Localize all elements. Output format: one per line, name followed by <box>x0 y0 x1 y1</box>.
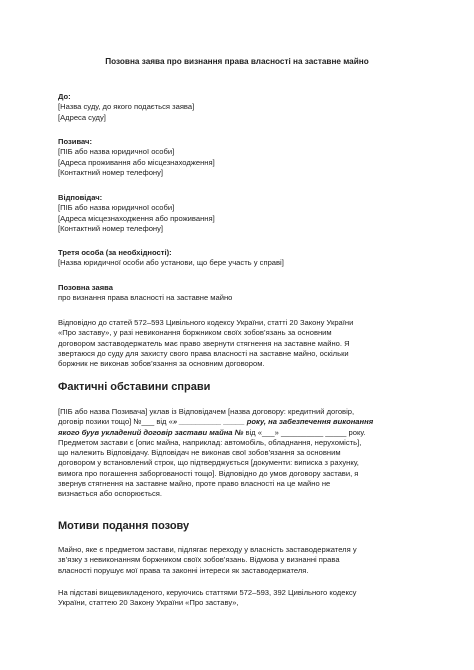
motives-line: Майно, яке є предметом застави, підлягає переходу у власність заставодержателя у <box>58 545 357 554</box>
intro-line: «Про заставу», у разі невиконання боржником своїх зобов’язань за основним <box>58 328 332 338</box>
plaintiff-phone: [Контактний номер телефону] <box>58 167 164 177</box>
motives-line: власності порушує мої права та законні інтереси як заставодержателя. <box>58 565 309 575</box>
facts-paragraph <box>58 407 418 500</box>
intro-line: звертаюся до суду для захисту свого права власності на заставне майно, оскільки <box>58 348 349 358</box>
facts-line: договором у встановлений строк, що підтверджується [документи: виписка з рахунку, <box>58 458 359 468</box>
facts-line: Предметом застави є [опис майна, наприклад: автомобіль, обладнання, нерухомість], <box>58 437 362 447</box>
motives-paragraph-1 <box>58 545 418 576</box>
intro-paragraph <box>58 318 418 369</box>
facts-emphasis: якого буув укладений договір застави майна № <box>58 427 244 437</box>
intro-line: договором заставодержатель має право звернути стягнення на заставне майно. Я <box>58 338 350 348</box>
claim-block <box>58 283 418 304</box>
third-party-name: [Назва юридичної особи або установи, що бере участь у справі] <box>58 258 284 268</box>
claim-subject: про визнання права власності на заставне майно <box>58 293 233 303</box>
plaintiff-block <box>58 137 418 178</box>
motives-line: України, статтею 20 Закону України «Про заставу», <box>58 598 239 608</box>
plaintiff-name: [ПІБ або назва юридичної особи] <box>58 147 175 157</box>
court-address: [Адреса суду] <box>58 112 106 122</box>
plaintiff-label: Позивач: <box>58 137 92 146</box>
defendant-phone: [Контактний номер телефону] <box>58 223 164 233</box>
third-party-label: Третя особа (за необхідності): <box>58 248 172 257</box>
intro-line: боржник не виконав зобов’язання за основним договором. <box>58 359 265 369</box>
motives-line: На підставі вищевикладеного, керуючись статтями 572–593, 392 Цивільного кодексу <box>58 588 357 597</box>
facts-text: від «___» __________ _____ року. <box>243 427 366 437</box>
facts-line: вимога про погашення заборгованості тощо]. Відповідно до умов договору застави, я <box>58 468 359 478</box>
facts-line <box>58 428 418 438</box>
defendant-label: Відповідач: <box>58 193 103 202</box>
facts-heading: Фактичні обставини справи <box>58 381 211 393</box>
court-label: До: <box>58 92 71 101</box>
facts-emphasis: » __________ _____ року, на забезпечення виконання <box>172 417 374 427</box>
court-name: [Назва суду, до якого подається заява] <box>58 102 195 112</box>
defendant-name: [ПІБ або назва юридичної особи] <box>58 203 175 213</box>
facts-text: договір позики тощо] №___ від « <box>58 417 173 427</box>
plaintiff-address: [Адреса проживання або місцезнаходження] <box>58 157 215 167</box>
facts-line: [ПІБ або назва Позивача] уклав із Відповідачем [назва договору: кредитний договір, <box>58 407 355 416</box>
motives-paragraph-2 <box>58 588 418 609</box>
facts-line: визнається або оспорюється. <box>58 489 163 499</box>
intro-line: Відповідно до статей 572–593 Цивільного кодексу України, статті 20 Закону України <box>58 318 354 327</box>
claim-label: Позовна заява <box>58 283 113 292</box>
motives-line: зв’язку з невиконанням боржником своїх зобов’язань. Відмова у визнанні права <box>58 555 340 565</box>
defendant-block <box>58 193 418 234</box>
facts-line: що належить Відповідачу. Відповідач не виконав свої зобов’язання за основним <box>58 448 341 458</box>
third-party-block <box>58 248 418 269</box>
facts-line: звернув стягнення на заставне майно, проте право власності на це майно не <box>58 479 331 489</box>
facts-line <box>58 417 418 427</box>
defendant-address: [Адреса місцезнаходження або проживання] <box>58 213 215 223</box>
motives-heading: Мотиви подання позову <box>58 520 190 532</box>
document-title: Позовна заява про визнання права власності на заставне майно <box>105 57 369 66</box>
court-block <box>58 92 418 123</box>
